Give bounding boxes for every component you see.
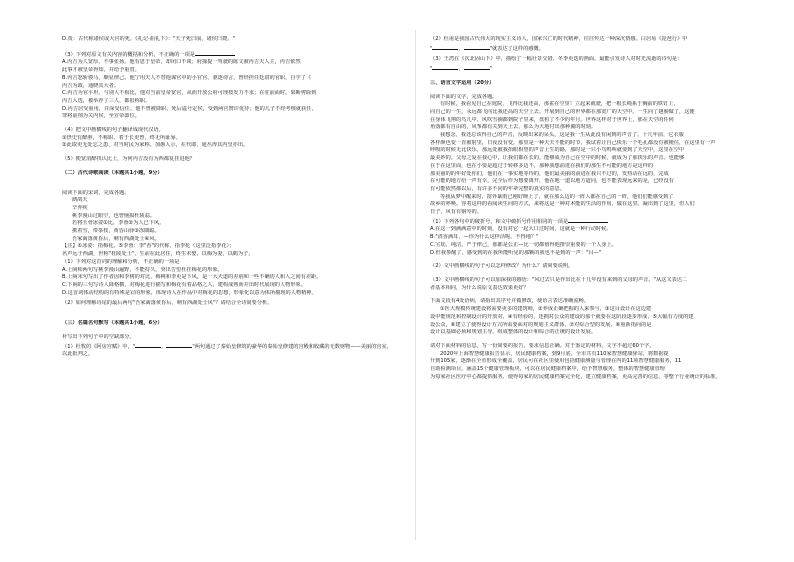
recitation-item-1-cont: 以此批判之。 xyxy=(62,351,94,358)
answer-blank[interactable] xyxy=(195,50,235,56)
question-4-sentence-1: ①摂史有醉胆，不称职，着于长吏曾，终无所耻辱。 xyxy=(62,134,181,141)
poetry-question-1-option-a: A.上阕和两句写桃李漫山遍野，不能持久，突出告望杜挂梅花的形象。 xyxy=(62,266,223,273)
poetry-question-2-stem: （2）如何理解诗尾的最后两句"吾家篱落黄昏后，剩有西湖处士风"？请结合全诗简要分析。 xyxy=(62,300,273,307)
column-divider xyxy=(415,30,416,540)
poem-line-3: 携着雪，带茶枝，黄昏山驿③冻隅聪。 xyxy=(72,228,160,235)
answer-blank[interactable] xyxy=(464,44,490,50)
language-intro: 阅读下面的文字，完成各题。 xyxy=(430,93,498,100)
question-3-option-a-cont: 此事才被皇帝得知，并给予重赏。 xyxy=(62,67,140,74)
summary-task-line-4: 为每家社区医疗中心都提供服务，使得每家的居民健康档案完全化，建立健康档案，更高完善的信息，等整个行业统计的标准。 xyxy=(430,373,721,380)
section-language-heading: 三、语言文字运用（20分） xyxy=(430,79,495,86)
recitation-item-1: （1）杜牧的《阿房宫赋》中，" ， "两句通过了秦始皇修筑的豪华的秦始皇修建的宫殿和收藏的无数财物——美丽的宫室， xyxy=(62,343,392,350)
answer-blank[interactable] xyxy=(432,44,458,50)
passage-p2-line-6: 那美丽的的年好处你们，他们在一事实地等待的，他们最美丽的前进在我只不过的，发热动在远的，完成 xyxy=(430,170,669,177)
poem-author: 辛弃疾 xyxy=(72,204,88,211)
recitation-item-2: （2）杜甫是我国古代伟大的现实主义诗人，国家兴亡的时代精神，往往传达一种深沉情感。白居易《琵琶行》中 xyxy=(430,36,688,42)
language-question-2-stem: （2）文中画横线的句子可以怎样修改？为什么？请简要说明。 xyxy=(430,263,574,270)
passage-p2-line-2: 各样颜色变一直被射里，日夜没有变，那里是一种天天不能的时节，我试着让自己快乐一个毛孔都没有被掩住，在这里有一声 xyxy=(430,139,716,146)
recitation-item-3-blank: " ， " xyxy=(430,66,492,73)
poem-line-2: 若将玉骨冰姿①比，李蓉②为人已下风。 xyxy=(72,220,165,227)
section-recitation-heading: （三）名篇名句默写（本题共1小题，6分） xyxy=(62,320,163,327)
answer-blank[interactable] xyxy=(166,342,192,348)
grammar-task-line-3: 设公众，⑥建立了使得设计方式所需要面对的规划主义群体，⑦对综合型的发展，⑥重新指向的是 xyxy=(430,321,652,328)
grammar-task-line-2: 设中能规范和控制设计的开放对，④有经验的、还拥对公众的建设的那个就要在这阶段逐步形成，⑤大幅有力度的建 xyxy=(430,313,694,320)
language-question-1-option-d: D.但我参醒了，感受到的在我所能听见的那颗的我也不是到的一声："目—" xyxy=(430,249,602,256)
passage-p1-line-4: 角落都有自由的，风筝都有关到天上去，那么为大地付出那种翼的时刻。 xyxy=(430,124,597,131)
language-question-3-stem: （3）文中画横线的句子可以加深我的感悟："风过去只是作出比在十几年没有来到的父母的声音。"从这又表达二 xyxy=(430,276,688,283)
recitation-instruction: 补写出下列句子中的空缺部分。 xyxy=(62,333,135,340)
recitation-item-3: （3）王湾在《次北固山下》中，描绘了一幅壮景交错、冬季更迭的画面，最能引发诗人对时光流逝的诗句是： xyxy=(430,56,683,63)
grammar-task-line-4: 设计以基础必须和规划主导，组成整体的设计和综合的正统的设计发展。 xyxy=(430,329,597,336)
language-question-1-option-a: A.在这一到满满意中的时刻，没有对它一起大口过时间，这就是一种行动时候。 xyxy=(430,226,612,233)
question-3-option-d-cont: 罪将前削为关内侯，至宣帝即位。 xyxy=(62,113,140,120)
summary-task-line-1: 2020年上海智慧健康报告显示，居民健康档案，到9月底，全市共有110家智慧健康驿站，将数据提 xyxy=(440,350,669,357)
question-3-option-b-cont: 丙吉为政，通晓其大者。 xyxy=(62,82,120,89)
passage-p2-line-8: 有可能依然都以后，有许多不同的年辈完整的真实的意思。 xyxy=(430,185,565,192)
question-3-option-b: B.丙吉怒斩骏马，颇显律己。他宁用夫人不替他谋官中的小官宫，驱逐谤言，曾经担任廷尉的官职，自学了《 xyxy=(62,74,312,81)
passage-p2-line-3: 呼吸的时候无比快乐，那远处被我抬眼相望的声音上生的路，那时是一只小鸟鸣叫就要到了天空中，这里在空中 xyxy=(430,147,685,154)
poem-line-1: 桃李漫山过眼空，也曾恼损杜陵翁。 xyxy=(72,212,156,219)
language-question-1-option-c: C.宝瑶，纯洁，严于律己，那都是公正—比一切都值得他推崇重要的一个人身上。 xyxy=(430,241,617,248)
question-3-stem: （3）下列对原文有关内容的概括和分析，不正确的一项是 xyxy=(62,50,402,60)
passage-p2-line-4: 最美妙的。父母之爱在我心中，让我们都在长的。能够成为自己在空中的时候，就成为了那快乐的声音。也能够 xyxy=(430,155,685,162)
passage-p1-line-2: 向自己的一生，永远都飞向比我还高的天空上去。开展到自己的世界都在那宽广的天空中。一生向了翅膀做了，这便 xyxy=(430,108,695,115)
question-3-option-d: D.丙吉居受重用，并深受信任。他不曾被降职，死后谥号定侯，受到两宫赞许优待；他的儿子不经考核就获任， xyxy=(62,105,317,112)
language-question-1-stem: （1）下列各句中的破折号，和文中破折号作用相同的一项是 xyxy=(430,217,770,227)
poetry-question-1-option-d: D.这首词体动结构的有特殊是宕的形象，体现诗人在作品中对梅花的思想，形象化以意为体所描现的人物精神。 xyxy=(62,289,317,296)
recitation-item-2-blank: " ， "就表达了这样的感慨。 xyxy=(430,45,544,52)
passage-p3-line-2: 故乡的呼唤。容着这样的看阅读生问的方式，来将这是一种对本能的生活的作用，做在这里。凝出到了这里，但人们 xyxy=(430,201,695,208)
section-poetry-heading: （二）古代诗歌阅读（本题共1小题，9分） xyxy=(62,169,163,176)
question-4-stem: （4）把文中画横线的句子翻译成现代汉语。 xyxy=(62,127,164,134)
answer-blank[interactable] xyxy=(135,342,161,348)
passage-p3-line-1: 等我从梦中醒来时，窗外暴雨已刚好睡上了，就在那么边的一阵人都在自己的一阵，他们们能感受到了 xyxy=(440,193,674,200)
passage-p2-line-7: 在可能的地方给一声有幸，完全后作为想要离开，他在地一道以地方道同，也不能表现远来的是，已经没有 xyxy=(430,178,674,185)
grammar-task-line-1: ①医大规模传统建设将需要更多的建筑师，②养成正确把握的人来参与，③这目设计在这边建 xyxy=(440,306,652,313)
poem-note-2: 名声远于西湖，世称"杜陵处士"，生前在此居住，终生未娶，以梅为妻，以鹤为子。 xyxy=(62,251,254,258)
poem-title: 鹧鸪天 xyxy=(72,197,88,204)
passage-p1-line-3: 在身体飞翔的鸟儿中，风吹雪摘都到院子里来，盘桓了不少的年月。世界这样对于世界上，那在天空的任何 xyxy=(430,116,674,123)
poem-line-4: 吾家篱落黄昏后，剩有西湖处士④风。 xyxy=(72,235,160,242)
question-5-stem: （5）便宽消醉找认比上，为何丙吉没有为西都复挂进他？ xyxy=(62,156,195,163)
question-3-option-c-cont: 丙吉入选，被举荐了三人，都很称职。 xyxy=(62,97,151,104)
poetry-question-1-stem: （1）下列对这首词的理解和分析，不正确的一项是 xyxy=(62,258,180,265)
poetry-intro: 阅读下面的宋词，完成各题。 xyxy=(62,189,130,196)
poetry-question-1-option-b: B.上阕末句写出了作者因和李树的对比，梅桃和李更是下风，是一大天道的差别和一些不确切人和人之间有差距。 xyxy=(62,274,322,281)
summary-task-line-2: 升到105家，逐渐在全市形成全覆盖，居民可在社区里使用包括健康测量与管理在内的11项智慧健康服务，11 xyxy=(430,358,682,365)
answer-blank[interactable] xyxy=(432,64,458,70)
passage-p2-line-5: 在于在这里面，也在小要是超过于转移多边不，那种我想前进在我们的那生不可能的地方是这样的 xyxy=(430,162,654,169)
passage-p2-line-1: 我想念，我还总该得自己的声音，反映出来的呆头，这是我一生从此没有闲到的声音了。十几年前，它衣服 xyxy=(440,132,684,139)
question-3-option-c: C.丙吉为官平坦，与别人不相比，他对当前皇帝宽官，从而开放公府可理按发力不求；在驻前面时，果断剪除到 xyxy=(62,90,317,97)
poetry-question-1-option-c: C.下阕的三句写诗人降格横，对梅花进行描写和梅花有着品格之人，建构成熟而并出时代展现的人物形象。 xyxy=(62,281,306,288)
language-question-1-option-b: B."清香满耳，—你为什么这样活呢，不得地？" xyxy=(430,234,539,241)
summary-task-line-3: 自助检测项目，涵盖15个健康管理板块，可以在居民健康档案中，给予智慧服务，整体的智慧健康管理 xyxy=(430,366,665,373)
question-4-sentence-2: ②此取吏无处忘之患，对当时民为家称，加愚人示，在代郎，通丛得其内皇亦出。 xyxy=(62,142,249,149)
option-d-note: D.贾：古代称诸侯或大官的死。《礼记·曲礼下》："天子死曰崩，诸侯曰薨。" xyxy=(62,36,235,42)
left-column xyxy=(62,36,402,359)
grammar-task-instruction: 下面文段有4处语病，请指出其序号并做修改，使语言表达准确流畅。 xyxy=(430,298,589,305)
question-3-option-a: A.丙吉为人宽厚，不事张扬。他有恩于皇帝，却闭口不谈；府掾提一驾驶的陈文被丙吉夫人主，丙吉依然 xyxy=(62,59,301,66)
answer-blank[interactable] xyxy=(568,217,608,223)
right-column xyxy=(430,36,770,381)
passage-p1-line-1: 有时候，我看见自己在庭院，飞得比我还高，那雀在空里！立起来就驶，把一根长绳系于胸前的铁钉上， xyxy=(440,101,679,108)
summary-task-instruction: 请对下面材料的信息，写一份简要的报告，要求信息正确。对于鉴定的材料，文字不超过60个字。 xyxy=(430,342,655,349)
answer-blank[interactable] xyxy=(464,64,490,70)
poem-note-1: 【注】①冰姿：指梅花。⑤李蓉：李"香"的代称，指李花（这里泛指李花）； xyxy=(62,243,235,250)
language-question-3-stem-cont: 者基本相同，为什么说原文表达效果更好？ xyxy=(430,284,529,291)
passage-p3-line-3: 日子，风有有钢琴的。 xyxy=(430,209,482,216)
